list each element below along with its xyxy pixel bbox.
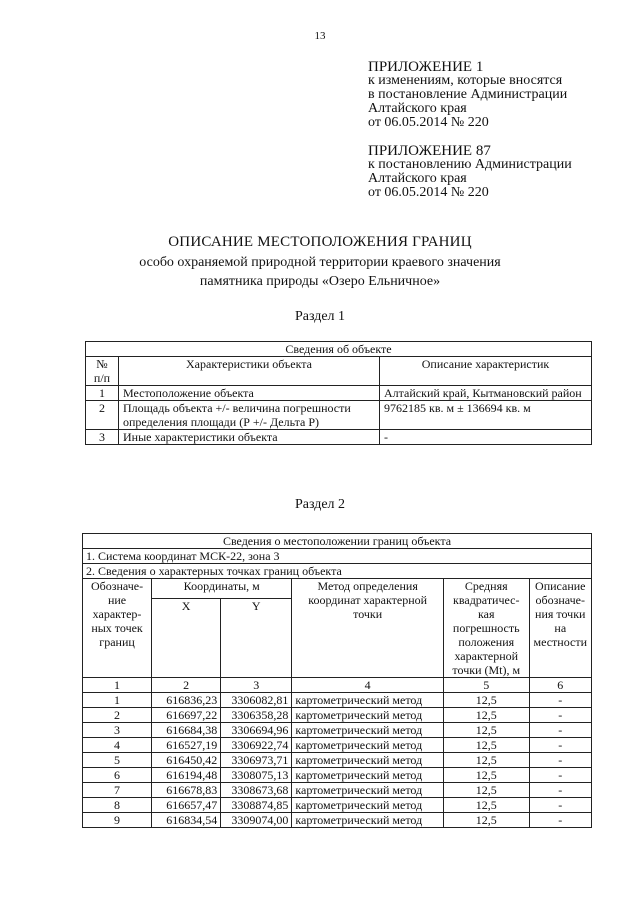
header-num: № п/п [86, 357, 119, 386]
cell-num: 3 [86, 430, 119, 445]
cell-y: 3309074,00 [221, 813, 292, 828]
document-title: ОПИСАНИЕ МЕСТОПОЛОЖЕНИЯ ГРАНИЦ [168, 234, 472, 250]
page-number: 13 [314, 30, 326, 42]
cell-characteristic: Местоположение объекта [119, 386, 380, 401]
appendix-1-block [368, 60, 567, 130]
cell-method: картометрический метод [292, 768, 444, 783]
appendix-87-line: от 06.05.2014 № 220 [368, 185, 489, 200]
cell-y: 3308673,68 [221, 783, 292, 798]
table-row [83, 723, 592, 738]
column-number: 1 [83, 678, 152, 693]
cell-x: 616194,48 [152, 768, 221, 783]
header-error: Средняя квадратичес- кая погрешность положения характерной точки (Mt), м [443, 579, 529, 678]
column-number: 3 [221, 678, 292, 693]
cell-method: картометрический метод [292, 783, 444, 798]
document-subtitle: памятника природы «Озеро Ельничное» [199, 274, 441, 289]
appendix-87-line: Алтайского края [368, 171, 467, 186]
appendix-1-title: ПРИЛОЖЕНИЕ 1 [368, 59, 484, 75]
table-row [83, 768, 592, 783]
table-header-row [86, 357, 592, 386]
table-caption: Сведения об объекте [86, 342, 592, 357]
table-row [83, 798, 592, 813]
cell-error: 12,5 [443, 768, 529, 783]
boundary-points-table [82, 533, 592, 828]
cell-error: 12,5 [443, 723, 529, 738]
cell-error: 12,5 [443, 753, 529, 768]
cell-point-description: - [529, 783, 591, 798]
column-number: 6 [529, 678, 591, 693]
cell-y: 3308874,85 [221, 798, 292, 813]
cell-point-description: - [529, 768, 591, 783]
cell-error: 12,5 [443, 693, 529, 708]
cell-x: 616697,22 [152, 708, 221, 723]
cell-y: 3306694,96 [221, 723, 292, 738]
cell-point-number: 3 [83, 723, 152, 738]
cell-method: картометрический метод [292, 753, 444, 768]
appendix-1-line: в постановление Администрации [368, 87, 568, 102]
header-description: Описание характеристик [380, 357, 592, 386]
object-info-table [85, 341, 592, 445]
table-row [86, 386, 592, 401]
coordinate-system: 1. Система координат МСК-22, зона 3 [83, 549, 592, 564]
cell-x: 616836,23 [152, 693, 221, 708]
table-row [86, 401, 592, 430]
cell-point-number: 7 [83, 783, 152, 798]
cell-method: картометрический метод [292, 798, 444, 813]
column-number: 2 [152, 678, 221, 693]
cell-description: Алтайский край, Кытмановский район [380, 386, 592, 401]
appendix-87-line: к постановлению Администрации [368, 157, 572, 172]
header-y: Y [221, 598, 292, 677]
cell-y: 3306973,71 [221, 753, 292, 768]
cell-error: 12,5 [443, 708, 529, 723]
section-1-title: Раздел 1 [294, 309, 346, 324]
cell-method: картометрический метод [292, 723, 444, 738]
cell-method: картометрический метод [292, 708, 444, 723]
section-2-title: Раздел 2 [294, 497, 346, 512]
appendix-1-line: от 06.05.2014 № 220 [368, 115, 489, 130]
cell-y: 3308075,13 [221, 768, 292, 783]
cell-point-number: 5 [83, 753, 152, 768]
cell-num: 1 [86, 386, 119, 401]
header-method: Метод определения координат характерной точки [292, 579, 444, 678]
header-x: X [152, 598, 221, 677]
appendix-1-line: Алтайского края [368, 101, 467, 116]
header-coordinates: Координаты, м [152, 579, 292, 599]
cell-point-description: - [529, 798, 591, 813]
table-row [86, 430, 592, 445]
table-row [83, 693, 592, 708]
cell-point-number: 1 [83, 693, 152, 708]
cell-y: 3306922,74 [221, 738, 292, 753]
cell-x: 616450,42 [152, 753, 221, 768]
cell-method: картометрический метод [292, 813, 444, 828]
cell-x: 616684,38 [152, 723, 221, 738]
document-subtitle: особо охраняемой природной территории краевого значения [139, 255, 501, 270]
appendix-1-line: к изменениям, которые вносятся [368, 73, 563, 88]
cell-num: 2 [86, 401, 119, 430]
cell-method: картометрический метод [292, 693, 444, 708]
points-caption: 2. Сведения о характерных точках границ объекта [83, 564, 592, 579]
cell-point-number: 9 [83, 813, 152, 828]
cell-point-description: - [529, 813, 591, 828]
cell-method: картометрический метод [292, 738, 444, 753]
table-caption: Сведения о местоположении границ объекта [83, 534, 592, 549]
cell-error: 12,5 [443, 783, 529, 798]
cell-point-description: - [529, 723, 591, 738]
cell-x: 616678,83 [152, 783, 221, 798]
cell-point-description: - [529, 693, 591, 708]
cell-x: 616527,19 [152, 738, 221, 753]
cell-point-description: - [529, 738, 591, 753]
cell-x: 616657,47 [152, 798, 221, 813]
table-header-row [83, 579, 592, 599]
cell-characteristic: Площадь объекта +/- величина погрешности определения площади (Р +/- Дельта Р) [119, 401, 380, 430]
column-number: 4 [292, 678, 444, 693]
table-row [83, 753, 592, 768]
table-row [83, 783, 592, 798]
cell-point-description: - [529, 708, 591, 723]
cell-description: 9762185 кв. м ± 136694 кв. м [380, 401, 592, 430]
cell-point-number: 2 [83, 708, 152, 723]
table-row [83, 813, 592, 828]
cell-error: 12,5 [443, 738, 529, 753]
cell-point-description: - [529, 753, 591, 768]
cell-point-number: 4 [83, 738, 152, 753]
cell-error: 12,5 [443, 813, 529, 828]
column-number-row [83, 678, 592, 693]
cell-characteristic: Иные характеристики объекта [119, 430, 380, 445]
cell-x: 616834,54 [152, 813, 221, 828]
column-number: 5 [443, 678, 529, 693]
table-row [83, 708, 592, 723]
appendix-87-title: ПРИЛОЖЕНИЕ 87 [368, 143, 491, 159]
cell-description: - [380, 430, 592, 445]
cell-point-number: 8 [83, 798, 152, 813]
cell-y: 3306358,28 [221, 708, 292, 723]
table-row [83, 738, 592, 753]
cell-point-number: 6 [83, 768, 152, 783]
header-characteristic: Характеристики объекта [119, 357, 380, 386]
appendix-87-block [368, 144, 572, 200]
cell-error: 12,5 [443, 798, 529, 813]
header-designation: Обозначе- ние характер- ных точек границ [83, 579, 152, 678]
points-body [83, 693, 592, 828]
header-point-description: Описание обозначе- ния точки на местности [529, 579, 591, 678]
cell-y: 3306082,81 [221, 693, 292, 708]
